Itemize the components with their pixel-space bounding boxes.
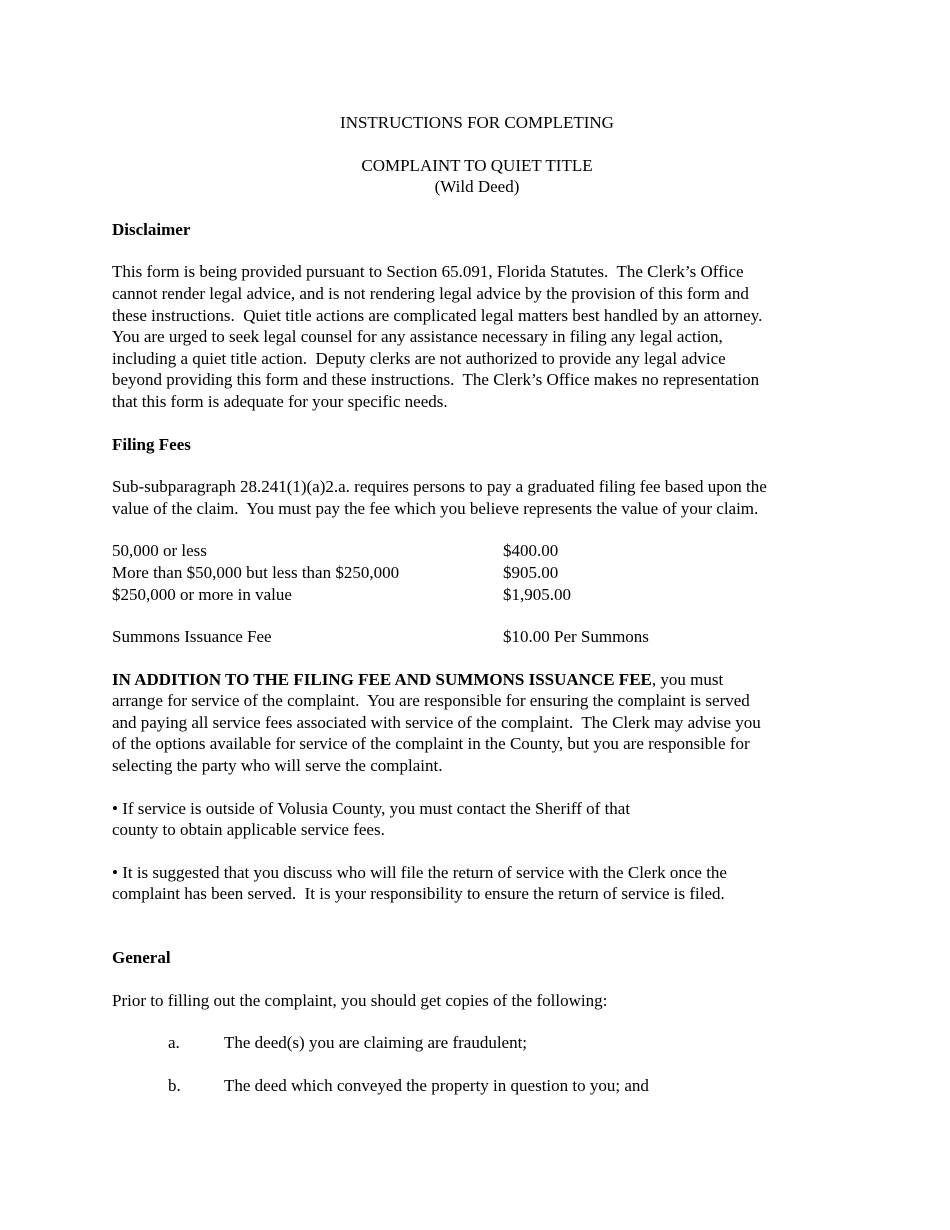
service-bullet-1 <box>112 798 842 841</box>
disclaimer-line: cannot render legal advice, and is not rendering legal advice by the provision of this form and <box>112 283 749 303</box>
disclaimer-line: You are urged to seek legal counsel for any assistance necessary in filing any legal action, <box>112 327 723 347</box>
title-line-3: (Wild Deed) <box>434 177 520 197</box>
bullet-line: • If service is outside of Volusia County, you must contact the Sheriff of that <box>112 798 631 818</box>
list-item-letter: b. <box>168 1075 181 1095</box>
fee-label: 50,000 or less <box>112 541 207 561</box>
list-item <box>112 1075 842 1097</box>
service-paragraph <box>112 669 842 777</box>
disclaimer-line: beyond providing this form and these instructions. The Clerk’s Office makes no representation <box>112 370 760 390</box>
disclaimer-paragraph <box>112 261 842 412</box>
service-line: of the options available for service of the complaint in the County, but you are responsible for <box>112 734 750 754</box>
list-item-text: The deed which conveyed the property in question to you; and <box>224 1075 649 1095</box>
fee-amount: $400.00 <box>503 541 559 561</box>
service-bold-lead: IN ADDITION TO THE FILING FEE AND SUMMONS ISSUANCE FEE <box>112 669 652 689</box>
disclaimer-line: that this form is adequate for your specific needs. <box>112 391 448 411</box>
service-lead-rest: , you must <box>651 669 724 689</box>
service-bullet-2 <box>112 862 842 905</box>
bullet-line: • It is suggested that you discuss who will file the return of service with the Clerk once the <box>112 862 727 882</box>
service-line: and paying all service fees associated with service of the complaint. The Clerk may advise you <box>112 712 761 732</box>
summons-fee-label: Summons Issuance Fee <box>112 627 272 647</box>
fee-table <box>112 540 842 605</box>
disclaimer-line: including a quiet title action. Deputy clerks are not authorized to provide any legal advice <box>112 348 726 368</box>
fee-amount: $1,905.00 <box>503 584 571 604</box>
service-lead-line <box>112 669 842 691</box>
service-line: arrange for service of the complaint. You are responsible for ensuring the complaint is served <box>112 691 750 711</box>
bullet-line: county to obtain applicable service fees. <box>112 820 385 840</box>
fee-label: $250,000 or more in value <box>112 584 292 604</box>
fee-row <box>112 584 842 606</box>
fee-row <box>112 562 842 584</box>
list-item-text: The deed(s) you are claiming are fraudulent; <box>224 1033 528 1053</box>
bullet-line: complaint has been served. It is your responsibility to ensure the return of service is filed. <box>112 884 725 904</box>
summons-fee-row <box>112 626 842 648</box>
filing-fees-heading: Filing Fees <box>112 434 191 454</box>
general-heading: General <box>112 948 171 968</box>
document-page <box>112 112 842 1096</box>
fee-amount: $905.00 <box>503 562 559 582</box>
list-item <box>112 1032 842 1054</box>
filing-fees-paragraph <box>112 476 842 519</box>
fee-row <box>112 540 842 562</box>
summons-fee-amount: $10.00 Per Summons <box>503 627 649 647</box>
title-line-1: INSTRUCTIONS FOR COMPLETING <box>340 113 614 132</box>
disclaimer-line: This form is being provided pursuant to Section 65.091, Florida Statutes. The Clerk’s Office <box>112 262 744 282</box>
filing-fees-line: value of the claim. You must pay the fee which you believe represents the value of your claim. <box>112 498 759 518</box>
filing-fees-line: Sub-subparagraph 28.241(1)(a)2.a. requires persons to pay a graduated filing fee based upon the <box>112 477 767 497</box>
list-item-letter: a. <box>168 1033 180 1053</box>
service-line: selecting the party who will serve the complaint. <box>112 756 443 776</box>
fee-label: More than $50,000 but less than $250,000 <box>112 562 400 582</box>
disclaimer-line: these instructions. Quiet title actions are complicated legal matters best handled by an attorney. <box>112 305 763 325</box>
general-intro: Prior to filling out the complaint, you should get copies of the following: <box>112 990 608 1010</box>
disclaimer-heading: Disclaimer <box>112 219 191 239</box>
title-line-2: COMPLAINT TO QUIET TITLE <box>361 155 593 175</box>
